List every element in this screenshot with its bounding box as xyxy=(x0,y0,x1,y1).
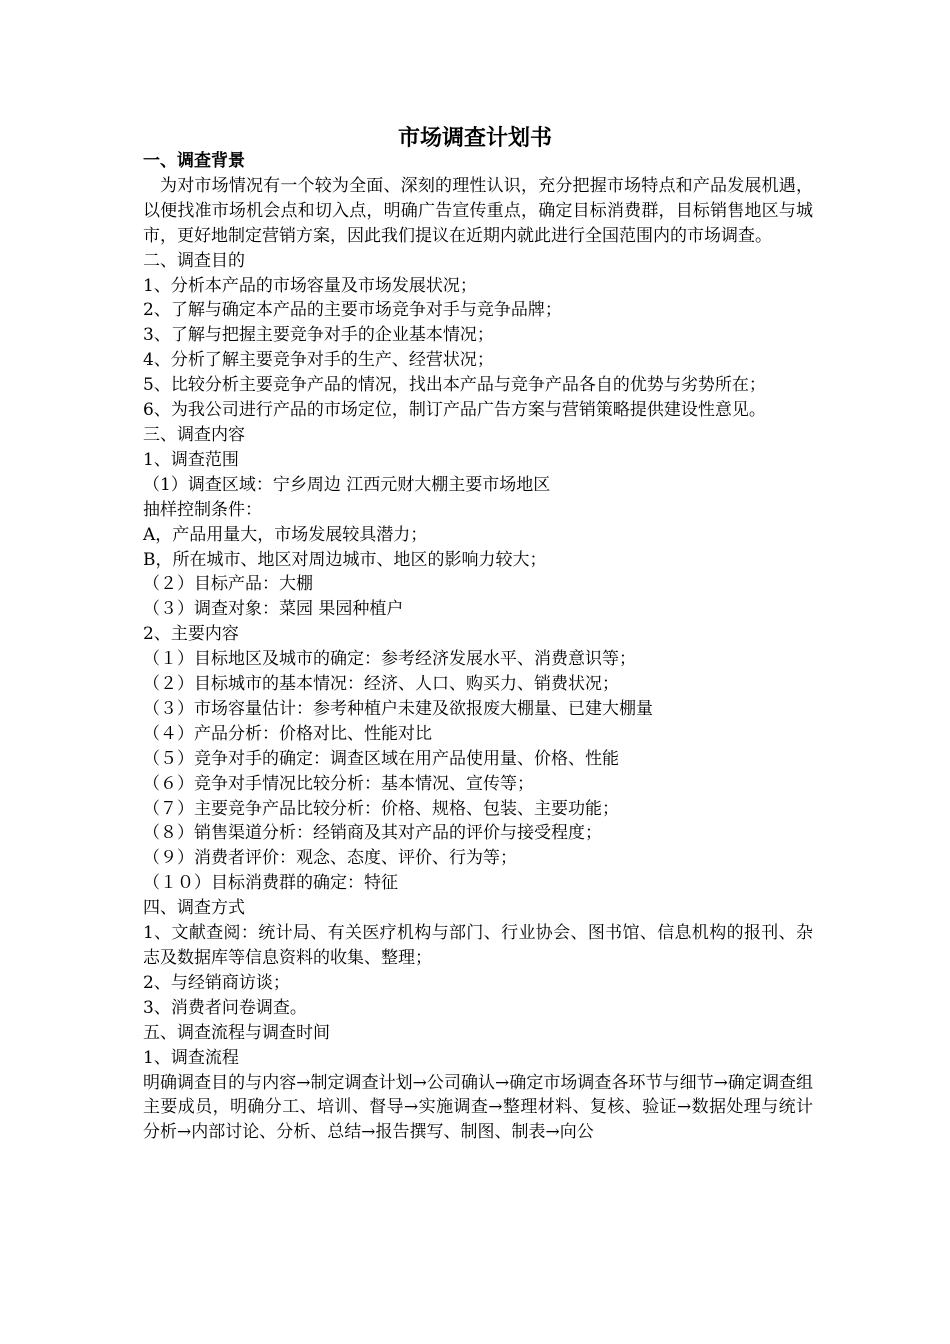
sampling-condition: B，所在城市、地区对周边城市、地区的影响力较大； xyxy=(143,549,547,570)
content-item: （９）消费者评价：观念、态度、评价、行为等； xyxy=(143,848,517,869)
sampling-condition: A，产品用量大，市场发展较具潜力； xyxy=(143,524,428,545)
document-body xyxy=(143,149,813,1145)
section-heading-purpose: 二、调查目的 xyxy=(143,250,245,271)
target-product: （２）目标产品：大棚 xyxy=(143,574,313,595)
subsection-heading-flow: 1、调查流程 xyxy=(143,1047,239,1068)
purpose-item: 1、分析本产品的市场容量及市场发展状况； xyxy=(143,275,477,296)
purpose-item: 4、分析了解主要竞争对手的生产、经营状况； xyxy=(143,350,494,371)
method-item: 1、文献查阅：统计局、有关医疗机构与部门、行业协会、图书馆、信息机构的报刊、杂志及数据库等信息资料的收集、整理； xyxy=(143,923,813,968)
content-item: （５）竞争对手的确定：调查区域在用产品使用量、价格、性能 xyxy=(143,748,619,769)
content-item: （２）目标城市的基本情况：经济、人口、购买力、销费状况； xyxy=(143,674,619,695)
purpose-item: 2、了解与确定本产品的主要市场竞争对手与竞争品牌； xyxy=(143,300,562,321)
survey-area: （1）调查区域：宁乡周边 江西元财大棚主要市场地区 xyxy=(143,474,551,495)
content-item: （４）产品分析：价格对比、性能对比 xyxy=(143,723,432,744)
content-item: （１０）目标消费群的确定：特征 xyxy=(143,873,398,894)
content-item: （１）目标地区及城市的确定：参考经济发展水平、消费意识等； xyxy=(143,649,636,670)
purpose-item: 3、了解与把握主要竞争对手的企业基本情况； xyxy=(143,325,494,346)
survey-target: （３）调查对象：菜园 果园种植户 xyxy=(143,599,404,620)
content-item: （３）市场容量估计：参考种植户未建及欲报废大棚量、已建大棚量 xyxy=(143,698,653,719)
sampling-heading: 抽样控制条件： xyxy=(143,499,262,520)
subsection-heading-scope: 1、调查范围 xyxy=(143,449,239,470)
document-title: 市场调查计划书 xyxy=(397,126,552,151)
method-item: 2、与经销商访谈； xyxy=(143,972,290,993)
process-flow: 明确调查目的与内容→制定调查计划→公司确认→确定市场调查各环节与细节→确定调查组主要成员，明确分工、培训、督导→实施调查→整理材料、复核、验证→数据处理与统计分析→内部讨论、分析、总结→报告撰写、制图、制表→向公 xyxy=(143,1072,813,1143)
purpose-item: 6、为我公司进行产品的市场定位，制订产品广告方案与营销策略提供建设性意见。 xyxy=(143,400,766,421)
section-heading-background: 一、调查背景 xyxy=(143,151,245,171)
content-item: （７）主要竞争产品比较分析：价格、规格、包装、主要功能； xyxy=(143,798,619,819)
background-paragraph: 为对市场情况有一个较为全面、深刻的理性认识，充分把握市场特点和产品发展机遇，以便找准市场机会点和切入点，明确广告宣传重点，确定目标消费群，目标销售地区与城市，更好地制定营销方案，因此我们提议在近期内就此进行全国范围内的市场调查。 xyxy=(143,175,813,246)
method-item: 3、消费者问卷调查。 xyxy=(143,997,307,1018)
section-heading-content: 三、调查内容 xyxy=(143,424,245,445)
subsection-heading-main-content: 2、主要内容 xyxy=(143,624,239,645)
section-heading-process: 五、调查流程与调查时间 xyxy=(143,1022,330,1043)
purpose-item: 5、比较分析主要竞争产品的情况，找出本产品与竞争产品各自的优势与劣势所在； xyxy=(143,375,766,396)
content-item: （８）销售渠道分析：经销商及其对产品的评价与接受程度； xyxy=(143,823,602,844)
section-heading-method: 四、调查方式 xyxy=(143,898,245,919)
content-item: （６）竞争对手情况比较分析：基本情况、宣传等； xyxy=(143,773,534,794)
